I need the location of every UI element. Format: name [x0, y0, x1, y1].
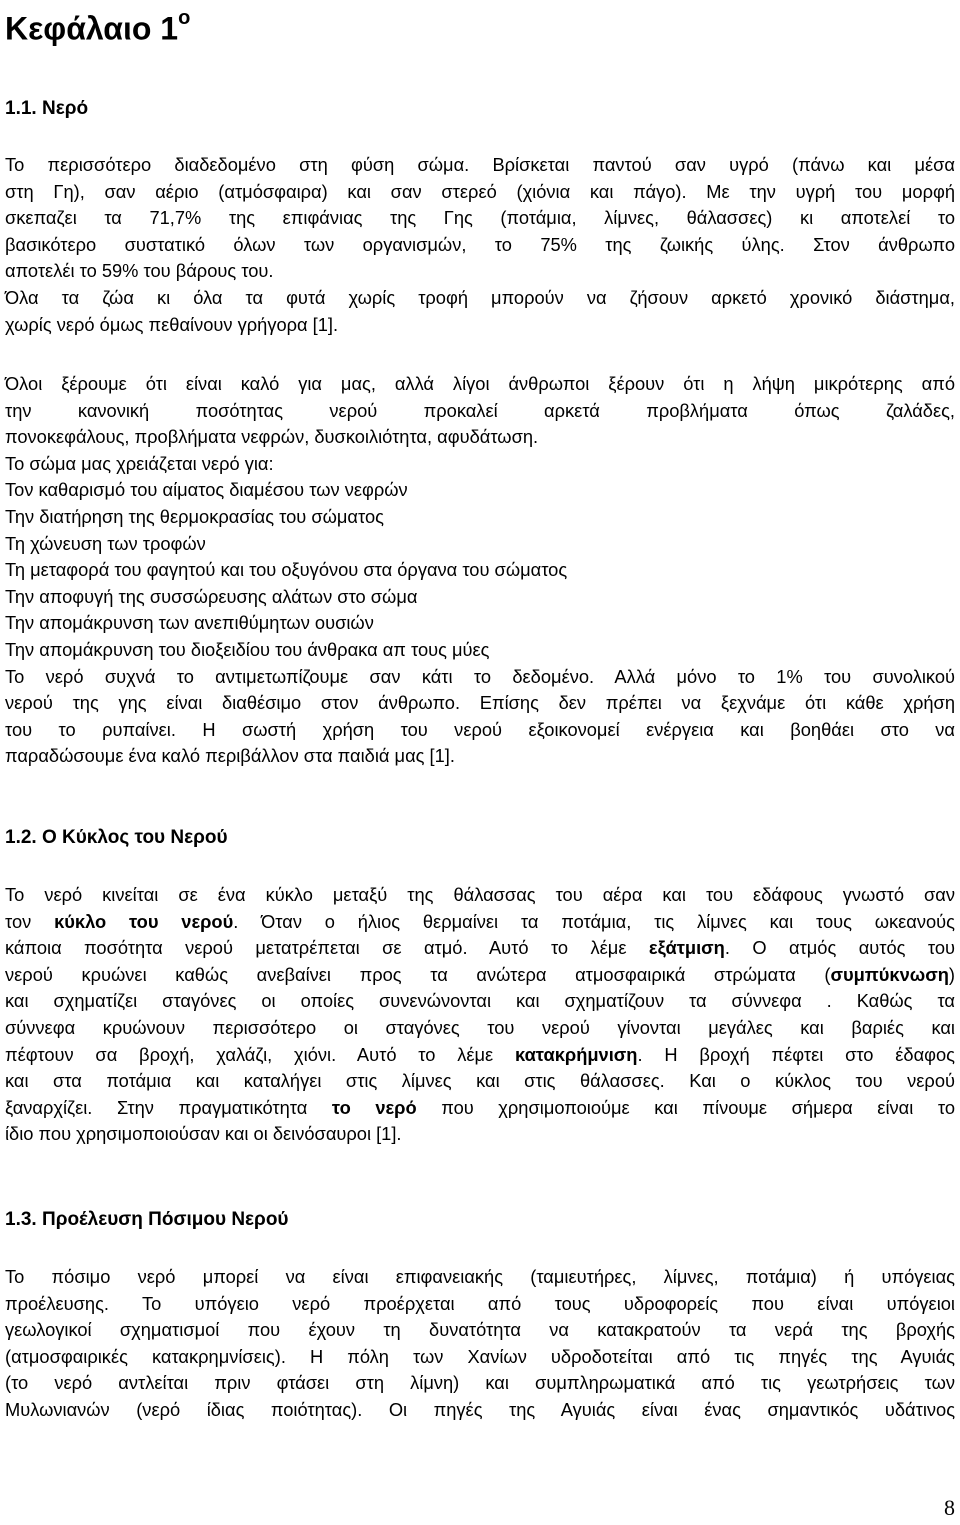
- paragraph-water-cycle: [5, 882, 955, 1148]
- text-line: βασικότερο συστατικό όλων των οργανισμών, το 75% της ζωικής ύλης. Στον άνθρωπο: [5, 233, 955, 255]
- list-item: Τη μεταφορά του φαγητού και του οξυγόνου στα όργανα του σώματος: [5, 559, 568, 581]
- bold-term: εξάτμιση: [648, 937, 725, 959]
- text-line: Το περισσότερο διαδεδομένο στη φύση σώμα. Βρίσκεται παντού σαν υγρό (πάνω και μέσα: [5, 154, 955, 175]
- bold-term: συμπύκνωση: [830, 963, 949, 985]
- text-segment: . Ο ατμός αυτός του: [724, 937, 956, 959]
- text-line: Μυλωνιανών (νερό ίδιας ποιότητας). Οι πηγές της Αγυιάς είναι ένας σημαντικός υδάτινος: [5, 1398, 955, 1420]
- text-line: Το νερό συχνά το αντιμετωπίζουμε σαν κάτι το δεδομένο. Αλλά μόνο το 1% του συνολικού: [5, 665, 955, 687]
- text-segment: . Όταν ο ήλιος θερμαίνει τα ποτάμια, τις λίμνες και τους ωκεανούς: [233, 910, 955, 932]
- list-item: Την απομάκρυνση των ανεπιθύμητων ουσιών: [5, 612, 374, 634]
- chapter-title-superscript: ο: [178, 7, 191, 29]
- text-line: και στα ποτάμια και καταλήγει στις λίμνες και στις θάλασσες. Και ο κύκλος του νερού: [5, 1070, 955, 1092]
- text-line: πονοκεφάλους, προβλήματα νεφρών, δυσκοιλιότητα, αφυδάτωση.: [5, 426, 539, 448]
- section-heading-drinking-water: 1.3. Προέλευση Πόσιμου Νερού: [5, 1209, 289, 1230]
- text-line: Το νερό κινείται σε ένα κύκλο μεταξύ της θάλασσας του αέρα και του εδάφους γνωστό σαν: [5, 884, 955, 905]
- chapter-title: [5, 2, 190, 49]
- bold-term: το νερό: [331, 1096, 417, 1118]
- text-line: [5, 1042, 955, 1069]
- text-line: Το πόσιμο νερό μπορεί να είναι επιφανειακής (ταμιευτήρες, λίμνες, ποτάμια) ή υπόγειας: [5, 1266, 955, 1287]
- text-line: Το σώμα μας χρειάζεται νερό για:: [5, 452, 274, 474]
- text-line: στη Γη), σαν αέριο (ατμόσφαιρα) και σαν στερεό (χιόνια και πάγο). Με την υγρή του μορφή: [5, 180, 955, 202]
- text-line: παραδώσουμε ένα καλό περιβάλλον στα παιδιά μας [1].: [5, 745, 455, 767]
- list-item: Την αποφυγή της συσσώρευσης αλάτων στο σώμα: [5, 585, 418, 607]
- text-line: και σχηματίζει σταγόνες οι οποίες συνενώνονται και σχηματίζουν τα σύννεφα . Καθώς τα: [5, 990, 955, 1012]
- chapter-title-text: Κεφάλαιο 1: [5, 10, 179, 47]
- text-line: ίδιο που χρησιμοποιούσαν και οι δεινόσαυροι [1].: [5, 1123, 402, 1145]
- text-line: Όλα τα ζώα κι όλα τα φυτά χωρίς τροφή μπορούν να ζήσουν αρκετό χρονικό διάστημα,: [5, 286, 955, 308]
- text-segment: πέφτουν σα βροχή, χαλάζι, χιόνι. Αυτό το λέμε: [5, 1043, 515, 1065]
- section-heading-water-cycle: 1.2. Ο Κύκλος του Νερού: [5, 827, 228, 848]
- text-line: νερού της γης είναι διαθέσιμο στον άνθρωπο. Επίσης δεν πρέπει να ξεχνάμε ότι κάθε χρήση: [5, 692, 955, 714]
- text-segment: κάποια ποσότητα νερού μετατρέπεται σε ατμό. Αυτό το λέμε: [5, 937, 649, 959]
- bold-term: κύκλο του νερού: [54, 910, 234, 932]
- text-line: αποτελέι το 59% του βάρους του.: [5, 260, 274, 282]
- list-item: Την απομάκρυνση του διοξειδίου του άνθρακα απ τους μύες: [5, 638, 490, 660]
- text-segment: τον: [5, 910, 55, 932]
- text-line: [5, 1095, 955, 1122]
- list-item: Τη χώνευση των τροφών: [5, 532, 206, 554]
- list-item: Την διατήρηση της θερμοκρασίας του σώματος: [5, 505, 384, 527]
- text-line: γεωλογικοί σχηματισμοί που έχουν τη δυνατότητα να κατακρατούν τα νερά της βροχής: [5, 1319, 955, 1341]
- section-heading-water: 1.1. Νερό: [5, 98, 89, 119]
- page-number: 8: [944, 1495, 955, 1520]
- text-segment: νερού κρυώνει καθώς ανεβαίνει προς τα ανώτερα ατμοσφαιρικά στρώματα (: [5, 963, 831, 985]
- text-segment: που χρησιμοποιούμε και πίνουμε σήμερα είναι το: [416, 1096, 955, 1118]
- text-line: [5, 962, 955, 989]
- text-line: (ατμοσφαιρικές κατακρημνίσεις). Η πόλη των Χανίων υδροδοτείται από τις πηγές της Αγυιάς: [5, 1345, 955, 1367]
- text-line: [5, 935, 955, 962]
- paragraph-drinking-water: [5, 1264, 955, 1424]
- paragraph-water-needs: [5, 371, 955, 770]
- list-item: Τον καθαρισμό του αίματος διαμέσου των νεφρών: [5, 479, 408, 501]
- text-line: σκεπαζει τα 71,7% της επιφάνιας της Γης (ποτάμια, λίμνες, θάλασσες) κι αποτελεί το: [5, 207, 955, 229]
- text-line: σύννεφα κρυώνουν περισσότερο οι σταγόνες του νερού γίνονται μεγάλες και βαριές και: [5, 1016, 955, 1038]
- text-segment: . Η βροχή πέφτει στο έδαφος: [637, 1043, 955, 1065]
- text-line: Όλοι ξέρουμε ότι είναι καλό για μας, αλλά λίγοι άνθρωποι ξέρουν ότι η λήψη μικρότερης από: [5, 373, 955, 394]
- text-line: [5, 909, 955, 936]
- bold-term: κατακρήμνιση: [514, 1043, 638, 1065]
- text-line: την κανονική ποσότητας νερού προκαλεί αρκετά προβλήματα όπως ζαλάδες,: [5, 399, 955, 421]
- text-line: του το ρυπαίνει. Η σωστή χρήση του νερού εξοικονομεί ενέργεια και βοηθάει στο να: [5, 718, 955, 740]
- text-segment: ξαναρχίζει. Στην πραγματικότητα: [5, 1096, 332, 1118]
- text-line: χωρίς νερό όμως πεθαίνουν γρήγορα [1].: [5, 313, 339, 335]
- paragraph-water-intro: [5, 152, 955, 338]
- text-line: (το νερό αντλείται πριν φτάσει στη λίμνη) και συμπληρωματικά από τις γεωτρήσεις των: [5, 1372, 955, 1394]
- text-segment: ): [948, 963, 955, 985]
- text-line: προέλευσης. Το υπόγειο νερό προέρχεται από τους υδροφορείς που είναι υπόγειοι: [5, 1292, 955, 1314]
